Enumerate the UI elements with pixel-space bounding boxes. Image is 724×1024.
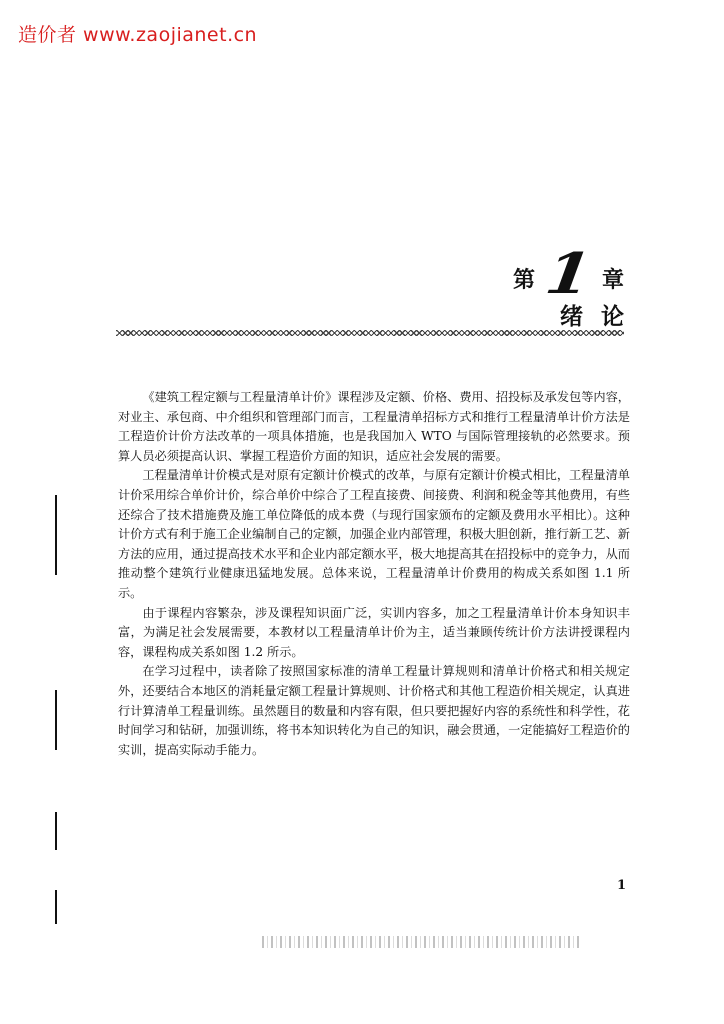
scan-noise	[262, 936, 582, 948]
chapter-heading	[513, 241, 624, 307]
paragraph: 《建筑工程定额与工程量清单计价》课程涉及定额、价格、费用、招投标及承发包等内容，对业主、承包商、中介组织和管理部门而言，工程量清单招标方式和推行工程量清单计价方法是工程造价计价方法改革的一项具体措施，也是我国加入 WTO 与国际管理接轨的必然要求。预算人员必须提高认识、掌握工程造价方面的知识，适应社会发展的需要。	[118, 390, 630, 463]
decorative-divider	[116, 330, 624, 336]
page-number: 1	[617, 878, 627, 893]
scan-margin-mark	[55, 890, 57, 924]
chapter-prefix: 第	[513, 268, 536, 293]
scan-margin-mark	[55, 690, 57, 750]
paragraph: 工程量清单计价模式是对原有定额计价模式的改革，与原有定额计价模式相比，工程量清单计价采用综合单价计价，综合单价中综合了工程直接费、间接费、利润和税金等其他费用，有些还综合了技术措施费及施工单位降低的成本费（与现行国家颁布的定额及费用水平相比）。这种计价方式有利于施工企业编制自己的定额，加强企业内部管理，积极大胆创新，推行新工艺、新方法的应用，通过提高技术水平和企业内部定额水平，极大地提高其在招投标中的竞争力，从而推动整个建筑行业健康迅猛地发展。总体来说，工程量清单计价费用的构成关系如图 1.1 所示。	[118, 468, 630, 600]
watermark-text: 造价者 www.zaojianet.cn	[18, 24, 258, 46]
scan-margin-mark	[55, 495, 57, 575]
chapter-suffix: 章	[601, 268, 624, 293]
paragraph: 在学习过程中，读者除了按照国家标准的清单工程量计算规则和清单计价格式和相关规定外，还要结合本地区的消耗量定额工程量计算规则、计价格式和其他工程造价相关规定，认真进行计算清单工程量训练。虽然题目的数量和内容有限，但只要把握好内容的系统性和科学性，花时间学习和钻研，加强训练，将书本知识转化为自己的知识，融会贯通，一定能搞好工程造价的实训，提高实际动手能力。	[118, 664, 630, 757]
chapter-title: 绪论	[560, 304, 642, 330]
body-text	[118, 388, 630, 760]
paragraph: 由于课程内容繁杂，涉及课程知识面广泛，实训内容多，加之工程量清单计价本身知识丰富，为满足社会发展需要，本教材以工程量清单计价为主，适当兼顾传统计价方法讲授课程内容，课程构成关系如图 1.2 所示。	[118, 605, 630, 659]
chapter-number: 1	[541, 241, 596, 307]
scan-margin-mark	[55, 812, 57, 850]
